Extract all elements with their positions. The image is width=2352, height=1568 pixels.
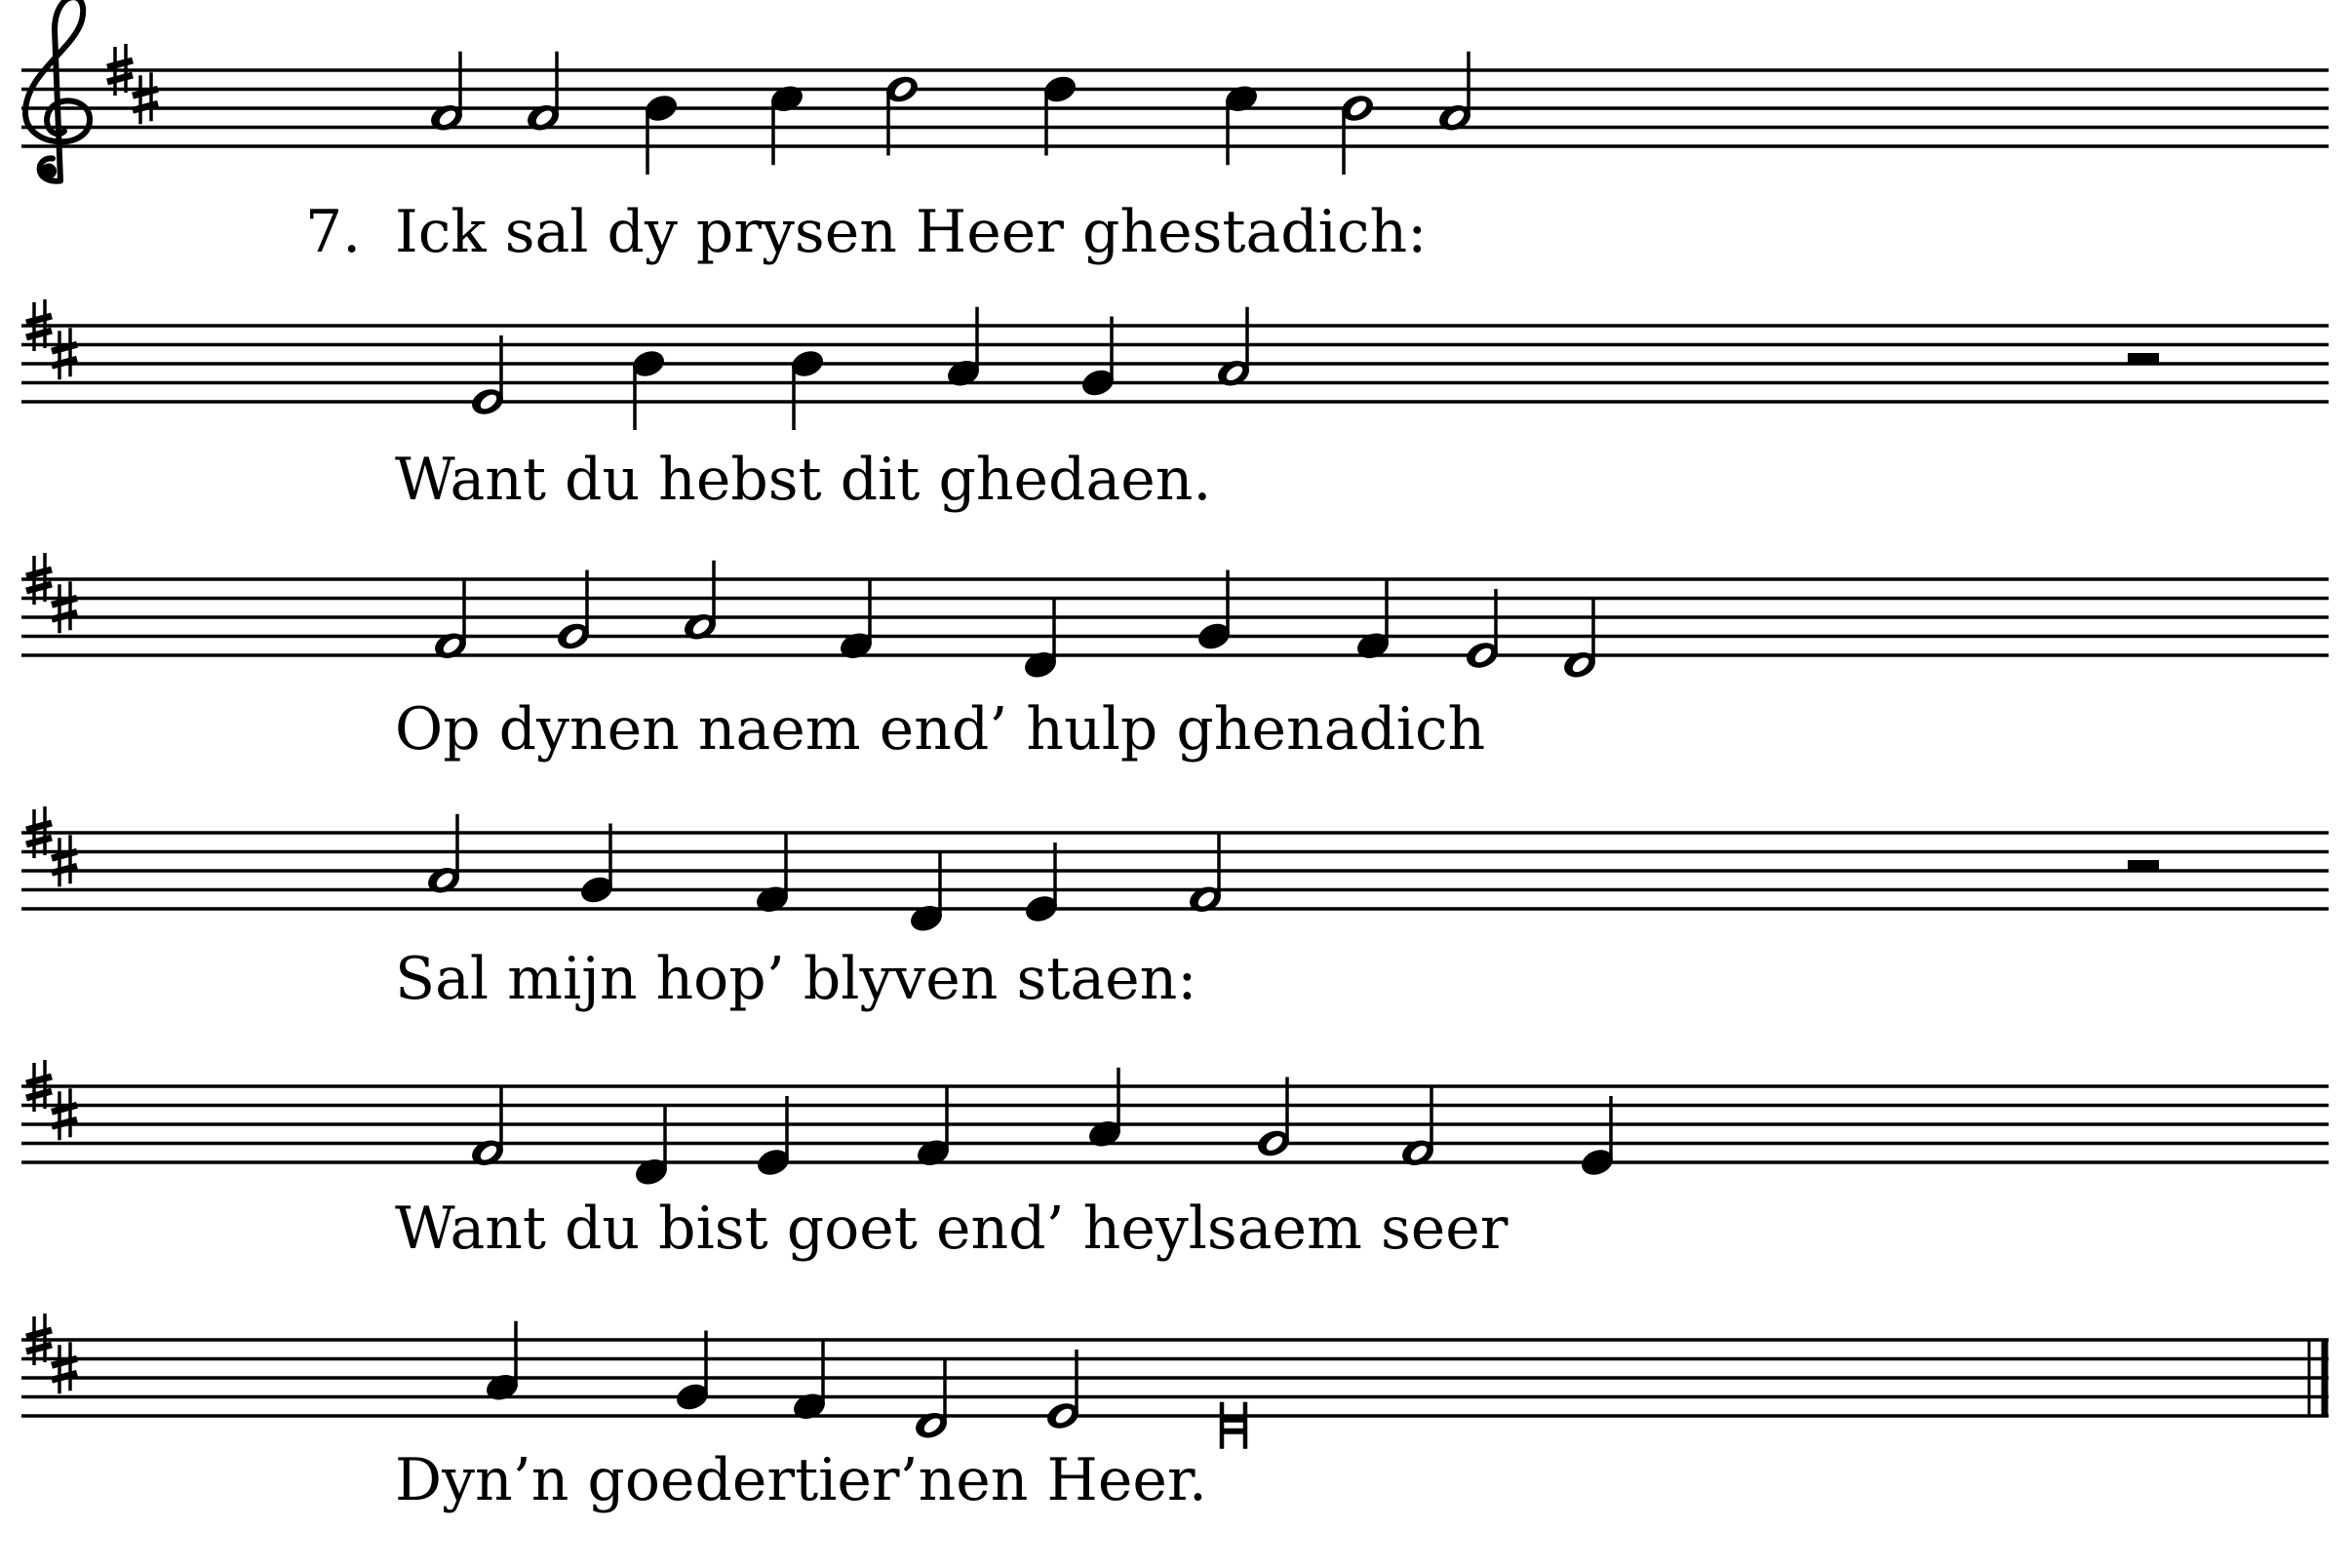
staff-1 <box>21 70 2329 146</box>
staff-3 <box>21 579 2329 655</box>
lyric-line-1: Ick sal dy prysen Heer ghestadich: <box>395 198 1428 266</box>
system-6 <box>21 1313 2329 1514</box>
note <box>468 335 507 418</box>
sharp-icon <box>52 1088 77 1140</box>
system-3 <box>21 553 2329 764</box>
note <box>788 347 827 430</box>
note <box>673 1331 712 1414</box>
note <box>431 579 470 662</box>
lyric-line-6: Dyn’n goedertier’nen Heer. <box>395 1446 1207 1514</box>
note <box>1078 317 1117 400</box>
rest-icon <box>2128 353 2159 364</box>
note <box>837 579 876 662</box>
note <box>577 824 616 907</box>
note <box>1338 92 1377 175</box>
key-signature <box>107 44 158 124</box>
key-signature <box>26 553 77 633</box>
half-rest <box>2128 860 2159 871</box>
note <box>1560 599 1599 682</box>
key-signature <box>26 1313 77 1393</box>
note <box>1463 589 1502 672</box>
note <box>1435 52 1474 135</box>
note <box>524 52 563 135</box>
sharp-icon <box>133 72 158 124</box>
note <box>1578 1096 1617 1179</box>
half-rest <box>2128 353 2159 364</box>
note <box>1222 82 1261 165</box>
note <box>427 52 466 135</box>
system-4 <box>21 806 2329 1013</box>
note <box>1040 72 1079 155</box>
note <box>1214 307 1253 390</box>
note <box>632 1106 671 1189</box>
lyric-line-4: Sal mijn hop’ blyven staen: <box>395 945 1197 1013</box>
sharp-icon <box>52 581 77 633</box>
note <box>754 1096 793 1179</box>
note <box>629 347 668 430</box>
sharp-icon <box>52 328 77 379</box>
note <box>1021 599 1060 682</box>
system-2 <box>21 299 2329 514</box>
key-signature <box>26 806 77 886</box>
rest-icon <box>2128 860 2159 871</box>
system-1 <box>21 0 2329 266</box>
note <box>642 92 681 175</box>
note <box>554 570 593 653</box>
note <box>1254 1078 1293 1160</box>
lyric-line-5: Want du bist goet end’ heylsaem seer <box>395 1195 1509 1263</box>
note <box>468 1086 507 1169</box>
note <box>907 852 946 935</box>
staff-6 <box>21 1340 2329 1416</box>
note <box>790 1340 829 1423</box>
note <box>483 1321 522 1404</box>
staff-2 <box>21 326 2329 402</box>
note <box>424 814 463 897</box>
note <box>767 82 806 165</box>
note <box>1195 570 1234 653</box>
lyric-line-2: Want du hebst dit ghedaen. <box>395 446 1212 514</box>
clef-ball <box>41 164 57 179</box>
note <box>912 1359 951 1442</box>
note <box>1186 833 1225 916</box>
note <box>1398 1086 1437 1169</box>
note <box>753 833 792 916</box>
note <box>1043 1350 1082 1432</box>
staff-4 <box>21 833 2329 909</box>
key-signature <box>26 299 77 379</box>
sharp-icon <box>52 1342 77 1393</box>
lyric-line-3: Op dynen naem end’ hulp ghenadich <box>395 695 1486 764</box>
note <box>882 72 921 155</box>
system-5 <box>21 1060 2329 1263</box>
note <box>1222 1402 1245 1449</box>
note <box>1022 843 1061 925</box>
note <box>1353 579 1392 662</box>
key-signature <box>26 1060 77 1140</box>
verse-number: 7. <box>305 198 362 266</box>
note <box>944 307 983 390</box>
note <box>681 561 720 644</box>
staff-5 <box>21 1086 2329 1162</box>
note <box>1085 1068 1124 1151</box>
note <box>914 1086 953 1169</box>
sharp-icon <box>52 835 77 886</box>
